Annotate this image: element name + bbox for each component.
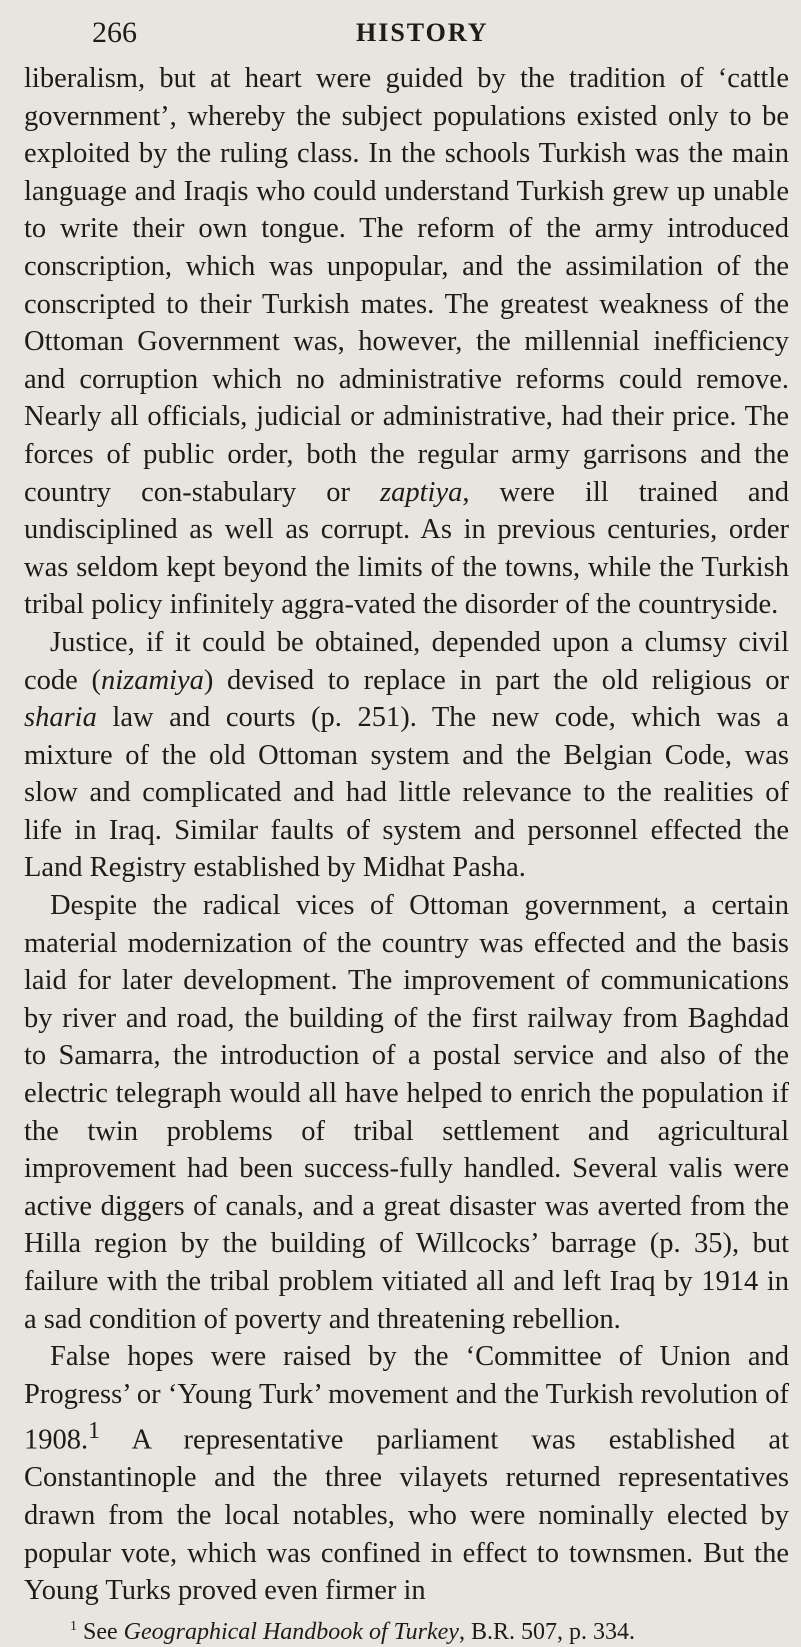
page-number: 266 [92, 16, 137, 49]
text-run: A representative parliament was established at Constantinople and the three vilayets returned representatives drawn from the local notables, who were nominally elected by popular vote, which was confined in effect to townsmen. But the Young Turks proved even firmer in [24, 1424, 789, 1607]
text-run: Justice, if it could be obtained, depended upon a clumsy civil code ( [24, 626, 789, 696]
paragraph [24, 60, 789, 624]
text-run: False hopes were raised by the ‘Committee of Union and Progress’ or ‘Young Turk’ movement and the Turkish revolution of 1908. [24, 1341, 789, 1456]
paragraph [24, 624, 789, 887]
italic-term: zaptiya [380, 476, 463, 508]
text-run: , B.R. 507, p. 334. [458, 1618, 635, 1645]
text-run: liberalism, but at heart were guided by the tradition of ‘cattle government’, whereby the subject populations existed only to be exploited by the ruling class. In the schools Turkish was the main language and Iraqis who could understand Turkish grew up unable to write their own tongue. The reform of the army introduced conscription, which was unpopular, and the assimilation of the conscripted to their Turkish mates. The greatest weakness of the Ottoman Government was, however, the millennial inefficiency and corruption which no administrative reforms could remove. Nearly all officials, judicial or administrative, had their price. The forces of public order, both the regular army garrisons and the country con-stabulary or [24, 63, 789, 508]
text-run: , were ill trained and undisciplined as well as corrupt. As in previous centuries, order was seldom kept beyond the limits of the towns, while the Turkish tribal policy infinitely aggra-vated the disorder of the countryside. [24, 476, 789, 621]
paragraph [24, 887, 789, 1338]
running-head-title: HISTORY [356, 18, 489, 47]
footnote-marker: 1 [88, 1418, 100, 1445]
running-head [24, 14, 789, 58]
italic-term: nizamiya [100, 664, 204, 696]
text-run: law and courts (p. 251). The new code, which was a mixture of the old Ottoman system and the Belgian Code, was slow and complicated and had little relevance to the realities of life in Iraq. Similar faults of system and personnel effected the Land Registry established by Midhat Pasha. [24, 702, 789, 884]
paragraph [24, 1338, 789, 1610]
italic-term: sharia [24, 702, 97, 734]
text-run: See [77, 1618, 124, 1645]
text-run: ) devised to replace in part the old religious or [203, 664, 789, 696]
italic-term: Geographical Handbook of Turkey [123, 1618, 459, 1645]
footnote [24, 1612, 789, 1647]
body-text [24, 60, 789, 1610]
text-run: Despite the radical vices of Ottoman government, a certain material modernization of the country was effected and the basis laid for later development. The improvement of communications by river and road, the building of the first railway from Baghdad to Samarra, the introduction of a postal service and also of the electric telegraph would all have helped to enrich the population if the twin problems of tribal settlement and agricultural improvement had been success-fully handled. Several valis were active diggers of canals, and a great disaster was averted from the Hilla region by the building of Willcocks’ barrage (p. 35), but failure with the tribal problem vitiated all and left Iraq by 1914 in a sad condition of poverty and threatening rebellion. [24, 890, 789, 1335]
footnote-marker: 1 [70, 1618, 77, 1634]
